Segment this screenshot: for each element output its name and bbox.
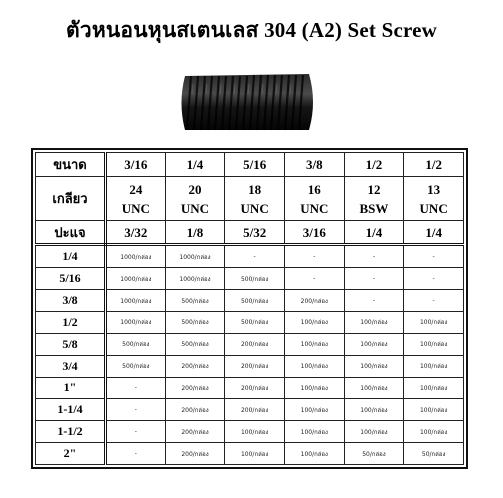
table-cell: 100/กล่อง — [225, 443, 285, 465]
thread-type: UNC — [121, 200, 150, 216]
table-cell: - — [404, 245, 464, 268]
table-cell: 100/กล่อง — [344, 377, 404, 399]
table-row — [36, 399, 464, 421]
table-cell: 200/กล่อง — [225, 377, 285, 399]
thread-type: UNC — [180, 200, 210, 216]
table-cell: 200/กล่อง — [165, 377, 225, 399]
thread-col-1 — [106, 177, 166, 221]
table-row — [36, 355, 464, 377]
table-cell: 1000/กล่อง — [106, 245, 166, 268]
size-row — [36, 153, 464, 177]
table-cell: 500/กล่อง — [165, 290, 225, 312]
table-row — [36, 245, 464, 268]
table-cell: 200/กล่อง — [165, 399, 225, 421]
table-cell: 100/กล่อง — [284, 421, 344, 443]
size-label: ขนาด — [36, 153, 106, 177]
size-col-3: 5/16 — [225, 153, 285, 177]
length-label: 1-1/4 — [36, 399, 106, 421]
thread-label: เกลียว — [36, 177, 106, 221]
thread-type: UNC — [240, 200, 269, 216]
table-cell: - — [225, 245, 285, 268]
table-cell: 200/กล่อง — [165, 443, 225, 465]
thread-count: 24 — [129, 181, 143, 197]
set-screw-photo — [177, 70, 319, 134]
table-cell: - — [284, 245, 344, 268]
thread-col-6 — [404, 177, 464, 221]
table-cell: 500/กล่อง — [225, 268, 285, 290]
size-col-5: 1/2 — [344, 153, 404, 177]
key-col-5: 1/4 — [344, 221, 404, 245]
table-cell: 100/กล่อง — [404, 355, 464, 377]
table-cell: - — [344, 245, 404, 268]
size-col-2: 1/4 — [165, 153, 225, 177]
size-col-6: 1/2 — [404, 153, 464, 177]
length-label: 1-1/2 — [36, 421, 106, 443]
key-col-6: 1/4 — [404, 221, 464, 245]
table-cell: 1000/กล่อง — [106, 268, 166, 290]
table-cell: 500/กล่อง — [165, 311, 225, 333]
table-cell: 500/กล่อง — [225, 290, 285, 312]
size-col-1: 3/16 — [106, 153, 166, 177]
table-cell: - — [106, 421, 166, 443]
table-cell: 200/กล่อง — [225, 333, 285, 355]
table-cell: 500/กล่อง — [106, 355, 166, 377]
length-label: 1" — [36, 377, 106, 399]
table-cell: - — [404, 268, 464, 290]
key-col-2: 1/8 — [165, 221, 225, 245]
table-row — [36, 311, 464, 333]
thread-count: 16 — [307, 181, 321, 197]
table-row — [36, 268, 464, 290]
table-cell: 100/กล่อง — [225, 421, 285, 443]
table-cell: 100/กล่อง — [404, 377, 464, 399]
thread-col-4 — [284, 177, 344, 221]
thread-count: 20 — [188, 181, 202, 197]
table-row — [36, 377, 464, 399]
size-col-4: 3/8 — [284, 153, 344, 177]
table-cell: 100/กล่อง — [404, 421, 464, 443]
thread-col-2 — [165, 177, 225, 221]
table-cell: 100/กล่อง — [284, 377, 344, 399]
key-col-4: 3/16 — [284, 221, 344, 245]
table-cell: - — [404, 290, 464, 312]
key-row — [36, 221, 464, 245]
length-label: 3/8 — [36, 290, 106, 312]
table-cell: - — [344, 290, 404, 312]
thread-count: 18 — [248, 181, 262, 197]
key-col-1: 3/32 — [106, 221, 166, 245]
key-label: ปะแจ — [36, 221, 106, 245]
table-cell: 100/กล่อง — [284, 311, 344, 333]
table-cell: 1000/กล่อง — [165, 268, 225, 290]
table-row — [36, 443, 464, 465]
length-label: 3/4 — [36, 355, 106, 377]
table-cell: - — [284, 268, 344, 290]
table-cell: - — [106, 443, 166, 465]
thread-col-3 — [225, 177, 285, 221]
length-label: 5/8 — [36, 333, 106, 355]
thread-type: UNC — [419, 200, 448, 216]
table-cell: 50/กล่อง — [404, 443, 464, 465]
table-cell: 200/กล่อง — [225, 355, 285, 377]
table-cell: 100/กล่อง — [404, 311, 464, 333]
table-cell: 200/กล่อง — [165, 421, 225, 443]
set-screw-table — [31, 148, 468, 469]
table-cell: 200/กล่อง — [225, 399, 285, 421]
table-cell: 100/กล่อง — [284, 399, 344, 421]
table-row — [36, 421, 464, 443]
table-cell: 100/กล่อง — [404, 399, 464, 421]
table-cell: 500/กล่อง — [225, 311, 285, 333]
table-cell: 1000/กล่อง — [106, 290, 166, 312]
length-label: 1/4 — [36, 245, 106, 268]
table-cell: 200/กล่อง — [284, 290, 344, 312]
table-cell: 100/กล่อง — [344, 399, 404, 421]
thread-row — [36, 177, 464, 221]
table-cell: 100/กล่อง — [284, 443, 344, 465]
table-cell: - — [106, 399, 166, 421]
table-cell: - — [106, 377, 166, 399]
thread-type: BSW — [359, 200, 389, 216]
table-cell: 100/กล่อง — [344, 421, 404, 443]
thread-count: 12 — [367, 181, 381, 197]
table-cell: 500/กล่อง — [106, 333, 166, 355]
table-row — [36, 333, 464, 355]
table-cell: 100/กล่อง — [404, 333, 464, 355]
length-label: 1/2 — [36, 311, 106, 333]
table-cell: 200/กล่อง — [165, 355, 225, 377]
table-cell: 100/กล่อง — [344, 311, 404, 333]
table-cell: 1000/กล่อง — [165, 245, 225, 268]
table-cell: 100/กล่อง — [284, 355, 344, 377]
table-cell: 1000/กล่อง — [106, 311, 166, 333]
page-title: ตัวหนอนหุนสเตนเลส 304 (A2) Set Screw — [65, 18, 438, 42]
table-cell: 100/กล่อง — [344, 333, 404, 355]
thread-col-5 — [344, 177, 404, 221]
length-label: 5/16 — [36, 268, 106, 290]
thread-count: 13 — [427, 181, 441, 197]
length-label: 2" — [36, 443, 106, 465]
table-cell: 50/กล่อง — [344, 443, 404, 465]
thread-type: UNC — [300, 200, 329, 216]
table-row — [36, 290, 464, 312]
table-cell: - — [344, 268, 404, 290]
key-col-3: 5/32 — [225, 221, 285, 245]
table-cell: 500/กล่อง — [165, 333, 225, 355]
table-cell: 100/กล่อง — [344, 355, 404, 377]
table-cell: 100/กล่อง — [284, 333, 344, 355]
